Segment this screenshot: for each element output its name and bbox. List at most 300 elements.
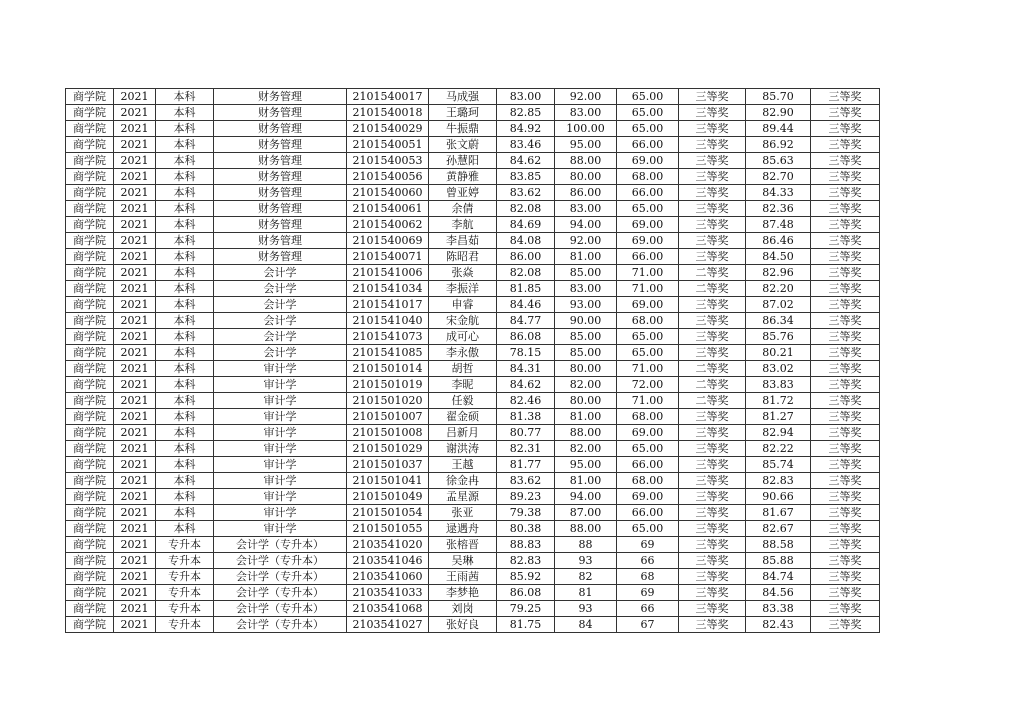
level-cell: 本科 xyxy=(156,489,214,505)
total-score-cell: 90.66 xyxy=(746,489,811,505)
award-2-cell: 三等奖 xyxy=(811,505,880,521)
score-2-cell: 88.00 xyxy=(555,521,617,537)
college-cell: 商学院 xyxy=(66,377,114,393)
year-cell: 2021 xyxy=(114,377,156,393)
score-3-cell: 72.00 xyxy=(617,377,679,393)
college-cell: 商学院 xyxy=(66,185,114,201)
student-id-cell: 2103541020 xyxy=(347,537,429,553)
total-score-cell: 85.70 xyxy=(746,89,811,105)
year-cell: 2021 xyxy=(114,217,156,233)
total-score-cell: 81.67 xyxy=(746,505,811,521)
score-1-cell: 83.00 xyxy=(497,89,555,105)
major-cell: 会计学 xyxy=(214,265,347,281)
college-cell: 商学院 xyxy=(66,569,114,585)
total-score-cell: 82.90 xyxy=(746,105,811,121)
award-2-cell: 三等奖 xyxy=(811,185,880,201)
name-cell: 张亚 xyxy=(429,505,497,521)
major-cell: 会计学（专升本） xyxy=(214,585,347,601)
total-score-cell: 86.92 xyxy=(746,137,811,153)
award-1-cell: 二等奖 xyxy=(679,393,746,409)
college-cell: 商学院 xyxy=(66,137,114,153)
year-cell: 2021 xyxy=(114,361,156,377)
score-2-cell: 85.00 xyxy=(555,329,617,345)
level-cell: 本科 xyxy=(156,121,214,137)
score-2-cell: 88 xyxy=(555,537,617,553)
score-1-cell: 84.31 xyxy=(497,361,555,377)
year-cell: 2021 xyxy=(114,297,156,313)
award-1-cell: 三等奖 xyxy=(679,153,746,169)
table-row xyxy=(66,265,880,281)
table-row xyxy=(66,185,880,201)
award-1-cell: 三等奖 xyxy=(679,121,746,137)
college-cell: 商学院 xyxy=(66,409,114,425)
total-score-cell: 82.43 xyxy=(746,617,811,633)
award-2-cell: 三等奖 xyxy=(811,585,880,601)
year-cell: 2021 xyxy=(114,521,156,537)
award-1-cell: 二等奖 xyxy=(679,361,746,377)
total-score-cell: 86.34 xyxy=(746,313,811,329)
table-row xyxy=(66,617,880,633)
table-row xyxy=(66,329,880,345)
year-cell: 2021 xyxy=(114,409,156,425)
score-3-cell: 69.00 xyxy=(617,425,679,441)
score-2-cell: 81.00 xyxy=(555,409,617,425)
name-cell: 余倩 xyxy=(429,201,497,217)
award-1-cell: 三等奖 xyxy=(679,233,746,249)
score-1-cell: 84.08 xyxy=(497,233,555,249)
award-2-cell: 三等奖 xyxy=(811,249,880,265)
table-row xyxy=(66,201,880,217)
student-id-cell: 2101540056 xyxy=(347,169,429,185)
name-cell: 成可心 xyxy=(429,329,497,345)
score-3-cell: 71.00 xyxy=(617,281,679,297)
name-cell: 胡哲 xyxy=(429,361,497,377)
score-2-cell: 94.00 xyxy=(555,489,617,505)
award-1-cell: 三等奖 xyxy=(679,345,746,361)
level-cell: 专升本 xyxy=(156,569,214,585)
name-cell: 牛振鼎 xyxy=(429,121,497,137)
award-1-cell: 三等奖 xyxy=(679,297,746,313)
score-1-cell: 83.46 xyxy=(497,137,555,153)
major-cell: 财务管理 xyxy=(214,153,347,169)
major-cell: 财务管理 xyxy=(214,121,347,137)
score-3-cell: 66.00 xyxy=(617,457,679,473)
score-2-cell: 80.00 xyxy=(555,393,617,409)
award-1-cell: 三等奖 xyxy=(679,601,746,617)
year-cell: 2021 xyxy=(114,585,156,601)
year-cell: 2021 xyxy=(114,569,156,585)
total-score-cell: 82.70 xyxy=(746,169,811,185)
table-row xyxy=(66,313,880,329)
award-2-cell: 三等奖 xyxy=(811,217,880,233)
table-row xyxy=(66,585,880,601)
level-cell: 专升本 xyxy=(156,553,214,569)
student-id-cell: 2101501054 xyxy=(347,505,429,521)
table-row xyxy=(66,601,880,617)
major-cell: 会计学（专升本） xyxy=(214,569,347,585)
major-cell: 审计学 xyxy=(214,473,347,489)
name-cell: 吕新月 xyxy=(429,425,497,441)
award-2-cell: 三等奖 xyxy=(811,233,880,249)
major-cell: 会计学 xyxy=(214,281,347,297)
award-1-cell: 三等奖 xyxy=(679,617,746,633)
total-score-cell: 82.20 xyxy=(746,281,811,297)
college-cell: 商学院 xyxy=(66,329,114,345)
college-cell: 商学院 xyxy=(66,201,114,217)
award-1-cell: 三等奖 xyxy=(679,249,746,265)
award-2-cell: 三等奖 xyxy=(811,489,880,505)
award-2-cell: 三等奖 xyxy=(811,425,880,441)
major-cell: 审计学 xyxy=(214,441,347,457)
award-2-cell: 三等奖 xyxy=(811,521,880,537)
level-cell: 本科 xyxy=(156,361,214,377)
name-cell: 孙慧阳 xyxy=(429,153,497,169)
college-cell: 商学院 xyxy=(66,489,114,505)
student-id-cell: 2101540060 xyxy=(347,185,429,201)
award-1-cell: 三等奖 xyxy=(679,201,746,217)
award-2-cell: 三等奖 xyxy=(811,553,880,569)
major-cell: 财务管理 xyxy=(214,169,347,185)
level-cell: 专升本 xyxy=(156,537,214,553)
score-1-cell: 84.77 xyxy=(497,313,555,329)
score-3-cell: 69.00 xyxy=(617,489,679,505)
name-cell: 张焱 xyxy=(429,265,497,281)
score-3-cell: 65.00 xyxy=(617,521,679,537)
award-2-cell: 三等奖 xyxy=(811,121,880,137)
student-id-cell: 2101501049 xyxy=(347,489,429,505)
score-3-cell: 65.00 xyxy=(617,201,679,217)
award-2-cell: 三等奖 xyxy=(811,169,880,185)
college-cell: 商学院 xyxy=(66,361,114,377)
level-cell: 本科 xyxy=(156,441,214,457)
award-2-cell: 三等奖 xyxy=(811,441,880,457)
award-1-cell: 三等奖 xyxy=(679,217,746,233)
year-cell: 2021 xyxy=(114,265,156,281)
score-3-cell: 71.00 xyxy=(617,361,679,377)
student-id-cell: 2101540017 xyxy=(347,89,429,105)
name-cell: 陈昭君 xyxy=(429,249,497,265)
level-cell: 本科 xyxy=(156,137,214,153)
student-id-cell: 2101541085 xyxy=(347,345,429,361)
score-1-cell: 79.25 xyxy=(497,601,555,617)
college-cell: 商学院 xyxy=(66,313,114,329)
award-2-cell: 三等奖 xyxy=(811,201,880,217)
major-cell: 财务管理 xyxy=(214,137,347,153)
name-cell: 李梦艳 xyxy=(429,585,497,601)
level-cell: 本科 xyxy=(156,249,214,265)
name-cell: 李昌茹 xyxy=(429,233,497,249)
student-id-cell: 2101540071 xyxy=(347,249,429,265)
award-1-cell: 三等奖 xyxy=(679,553,746,569)
student-id-cell: 2101501020 xyxy=(347,393,429,409)
score-1-cell: 82.83 xyxy=(497,553,555,569)
year-cell: 2021 xyxy=(114,185,156,201)
score-3-cell: 65.00 xyxy=(617,441,679,457)
level-cell: 专升本 xyxy=(156,585,214,601)
college-cell: 商学院 xyxy=(66,537,114,553)
award-1-cell: 三等奖 xyxy=(679,137,746,153)
score-2-cell: 80.00 xyxy=(555,169,617,185)
major-cell: 审计学 xyxy=(214,505,347,521)
score-2-cell: 95.00 xyxy=(555,137,617,153)
award-2-cell: 三等奖 xyxy=(811,617,880,633)
student-id-cell: 2101501014 xyxy=(347,361,429,377)
score-3-cell: 69.00 xyxy=(617,217,679,233)
table-row xyxy=(66,473,880,489)
table-row xyxy=(66,361,880,377)
score-2-cell: 93.00 xyxy=(555,297,617,313)
score-3-cell: 68.00 xyxy=(617,409,679,425)
student-id-cell: 2101540061 xyxy=(347,201,429,217)
score-1-cell: 84.69 xyxy=(497,217,555,233)
total-score-cell: 83.38 xyxy=(746,601,811,617)
student-id-cell: 2101501055 xyxy=(347,521,429,537)
major-cell: 审计学 xyxy=(214,409,347,425)
score-1-cell: 83.62 xyxy=(497,473,555,489)
award-2-cell: 三等奖 xyxy=(811,457,880,473)
total-score-cell: 87.48 xyxy=(746,217,811,233)
table-row xyxy=(66,297,880,313)
year-cell: 2021 xyxy=(114,249,156,265)
total-score-cell: 82.83 xyxy=(746,473,811,489)
level-cell: 本科 xyxy=(156,281,214,297)
score-3-cell: 65.00 xyxy=(617,105,679,121)
level-cell: 本科 xyxy=(156,153,214,169)
name-cell: 曾亚婷 xyxy=(429,185,497,201)
college-cell: 商学院 xyxy=(66,265,114,281)
score-1-cell: 89.23 xyxy=(497,489,555,505)
name-cell: 孟星源 xyxy=(429,489,497,505)
award-2-cell: 三等奖 xyxy=(811,345,880,361)
award-1-cell: 三等奖 xyxy=(679,521,746,537)
college-cell: 商学院 xyxy=(66,345,114,361)
award-1-cell: 二等奖 xyxy=(679,265,746,281)
major-cell: 审计学 xyxy=(214,393,347,409)
total-score-cell: 85.74 xyxy=(746,457,811,473)
award-2-cell: 三等奖 xyxy=(811,281,880,297)
score-3-cell: 69 xyxy=(617,537,679,553)
major-cell: 财务管理 xyxy=(214,185,347,201)
level-cell: 本科 xyxy=(156,473,214,489)
score-3-cell: 66.00 xyxy=(617,137,679,153)
award-table xyxy=(65,88,880,633)
score-1-cell: 88.83 xyxy=(497,537,555,553)
name-cell: 逯遇舟 xyxy=(429,521,497,537)
score-2-cell: 83.00 xyxy=(555,281,617,297)
table-row xyxy=(66,377,880,393)
score-2-cell: 90.00 xyxy=(555,313,617,329)
award-1-cell: 三等奖 xyxy=(679,537,746,553)
college-cell: 商学院 xyxy=(66,249,114,265)
total-score-cell: 82.36 xyxy=(746,201,811,217)
student-id-cell: 2101540029 xyxy=(347,121,429,137)
year-cell: 2021 xyxy=(114,105,156,121)
score-1-cell: 82.85 xyxy=(497,105,555,121)
year-cell: 2021 xyxy=(114,457,156,473)
table-row xyxy=(66,393,880,409)
year-cell: 2021 xyxy=(114,441,156,457)
major-cell: 会计学（专升本） xyxy=(214,537,347,553)
score-2-cell: 87.00 xyxy=(555,505,617,521)
award-1-cell: 三等奖 xyxy=(679,489,746,505)
award-2-cell: 三等奖 xyxy=(811,409,880,425)
major-cell: 财务管理 xyxy=(214,249,347,265)
level-cell: 本科 xyxy=(156,89,214,105)
name-cell: 刘岗 xyxy=(429,601,497,617)
score-2-cell: 82.00 xyxy=(555,377,617,393)
level-cell: 本科 xyxy=(156,425,214,441)
major-cell: 审计学 xyxy=(214,457,347,473)
table-row xyxy=(66,569,880,585)
award-1-cell: 三等奖 xyxy=(679,585,746,601)
table-row xyxy=(66,249,880,265)
table-row xyxy=(66,537,880,553)
year-cell: 2021 xyxy=(114,281,156,297)
total-score-cell: 87.02 xyxy=(746,297,811,313)
level-cell: 本科 xyxy=(156,457,214,473)
level-cell: 专升本 xyxy=(156,601,214,617)
score-3-cell: 66.00 xyxy=(617,185,679,201)
year-cell: 2021 xyxy=(114,201,156,217)
year-cell: 2021 xyxy=(114,313,156,329)
student-id-cell: 2101541017 xyxy=(347,297,429,313)
table-row xyxy=(66,441,880,457)
table-row xyxy=(66,89,880,105)
award-2-cell: 三等奖 xyxy=(811,265,880,281)
score-2-cell: 85.00 xyxy=(555,265,617,281)
major-cell: 会计学（专升本） xyxy=(214,617,347,633)
level-cell: 本科 xyxy=(156,233,214,249)
award-2-cell: 三等奖 xyxy=(811,361,880,377)
year-cell: 2021 xyxy=(114,537,156,553)
score-2-cell: 81 xyxy=(555,585,617,601)
award-2-cell: 三等奖 xyxy=(811,393,880,409)
score-1-cell: 78.15 xyxy=(497,345,555,361)
major-cell: 审计学 xyxy=(214,521,347,537)
level-cell: 本科 xyxy=(156,313,214,329)
college-cell: 商学院 xyxy=(66,121,114,137)
college-cell: 商学院 xyxy=(66,153,114,169)
student-id-cell: 2103541033 xyxy=(347,585,429,601)
table-row xyxy=(66,153,880,169)
total-score-cell: 83.02 xyxy=(746,361,811,377)
total-score-cell: 84.56 xyxy=(746,585,811,601)
table-row xyxy=(66,105,880,121)
score-1-cell: 81.85 xyxy=(497,281,555,297)
student-id-cell: 2101540051 xyxy=(347,137,429,153)
score-2-cell: 85.00 xyxy=(555,345,617,361)
total-score-cell: 85.88 xyxy=(746,553,811,569)
score-2-cell: 100.00 xyxy=(555,121,617,137)
total-score-cell: 81.72 xyxy=(746,393,811,409)
score-3-cell: 71.00 xyxy=(617,393,679,409)
level-cell: 本科 xyxy=(156,201,214,217)
year-cell: 2021 xyxy=(114,617,156,633)
award-1-cell: 三等奖 xyxy=(679,457,746,473)
award-1-cell: 三等奖 xyxy=(679,89,746,105)
score-1-cell: 79.38 xyxy=(497,505,555,521)
name-cell: 吴琳 xyxy=(429,553,497,569)
college-cell: 商学院 xyxy=(66,457,114,473)
score-1-cell: 84.62 xyxy=(497,377,555,393)
award-1-cell: 三等奖 xyxy=(679,169,746,185)
total-score-cell: 81.27 xyxy=(746,409,811,425)
student-id-cell: 2101501019 xyxy=(347,377,429,393)
year-cell: 2021 xyxy=(114,153,156,169)
award-1-cell: 二等奖 xyxy=(679,377,746,393)
college-cell: 商学院 xyxy=(66,473,114,489)
total-score-cell: 82.96 xyxy=(746,265,811,281)
major-cell: 会计学（专升本） xyxy=(214,601,347,617)
total-score-cell: 82.94 xyxy=(746,425,811,441)
score-1-cell: 86.08 xyxy=(497,329,555,345)
score-3-cell: 66 xyxy=(617,601,679,617)
level-cell: 本科 xyxy=(156,185,214,201)
college-cell: 商学院 xyxy=(66,553,114,569)
score-3-cell: 65.00 xyxy=(617,329,679,345)
award-2-cell: 三等奖 xyxy=(811,329,880,345)
level-cell: 本科 xyxy=(156,409,214,425)
major-cell: 审计学 xyxy=(214,425,347,441)
major-cell: 财务管理 xyxy=(214,233,347,249)
major-cell: 审计学 xyxy=(214,377,347,393)
award-1-cell: 三等奖 xyxy=(679,473,746,489)
college-cell: 商学院 xyxy=(66,441,114,457)
year-cell: 2021 xyxy=(114,553,156,569)
score-3-cell: 65.00 xyxy=(617,121,679,137)
score-3-cell: 66.00 xyxy=(617,249,679,265)
score-1-cell: 84.46 xyxy=(497,297,555,313)
score-2-cell: 81.00 xyxy=(555,249,617,265)
score-1-cell: 82.46 xyxy=(497,393,555,409)
college-cell: 商学院 xyxy=(66,297,114,313)
major-cell: 审计学 xyxy=(214,361,347,377)
score-1-cell: 82.08 xyxy=(497,265,555,281)
student-id-cell: 2101501007 xyxy=(347,409,429,425)
total-score-cell: 80.21 xyxy=(746,345,811,361)
college-cell: 商学院 xyxy=(66,601,114,617)
score-3-cell: 68.00 xyxy=(617,169,679,185)
score-2-cell: 82 xyxy=(555,569,617,585)
student-id-cell: 2101540062 xyxy=(347,217,429,233)
award-2-cell: 三等奖 xyxy=(811,601,880,617)
score-2-cell: 94.00 xyxy=(555,217,617,233)
score-2-cell: 82.00 xyxy=(555,441,617,457)
college-cell: 商学院 xyxy=(66,281,114,297)
level-cell: 本科 xyxy=(156,297,214,313)
year-cell: 2021 xyxy=(114,121,156,137)
score-3-cell: 68.00 xyxy=(617,473,679,489)
table-row xyxy=(66,233,880,249)
year-cell: 2021 xyxy=(114,489,156,505)
score-2-cell: 92.00 xyxy=(555,89,617,105)
level-cell: 专升本 xyxy=(156,617,214,633)
score-3-cell: 69 xyxy=(617,585,679,601)
award-1-cell: 三等奖 xyxy=(679,441,746,457)
score-3-cell: 65.00 xyxy=(617,345,679,361)
score-1-cell: 81.77 xyxy=(497,457,555,473)
year-cell: 2021 xyxy=(114,233,156,249)
table-row xyxy=(66,489,880,505)
major-cell: 财务管理 xyxy=(214,217,347,233)
score-2-cell: 92.00 xyxy=(555,233,617,249)
name-cell: 李昵 xyxy=(429,377,497,393)
total-score-cell: 85.76 xyxy=(746,329,811,345)
total-score-cell: 84.33 xyxy=(746,185,811,201)
table-row xyxy=(66,345,880,361)
total-score-cell: 83.83 xyxy=(746,377,811,393)
level-cell: 本科 xyxy=(156,329,214,345)
